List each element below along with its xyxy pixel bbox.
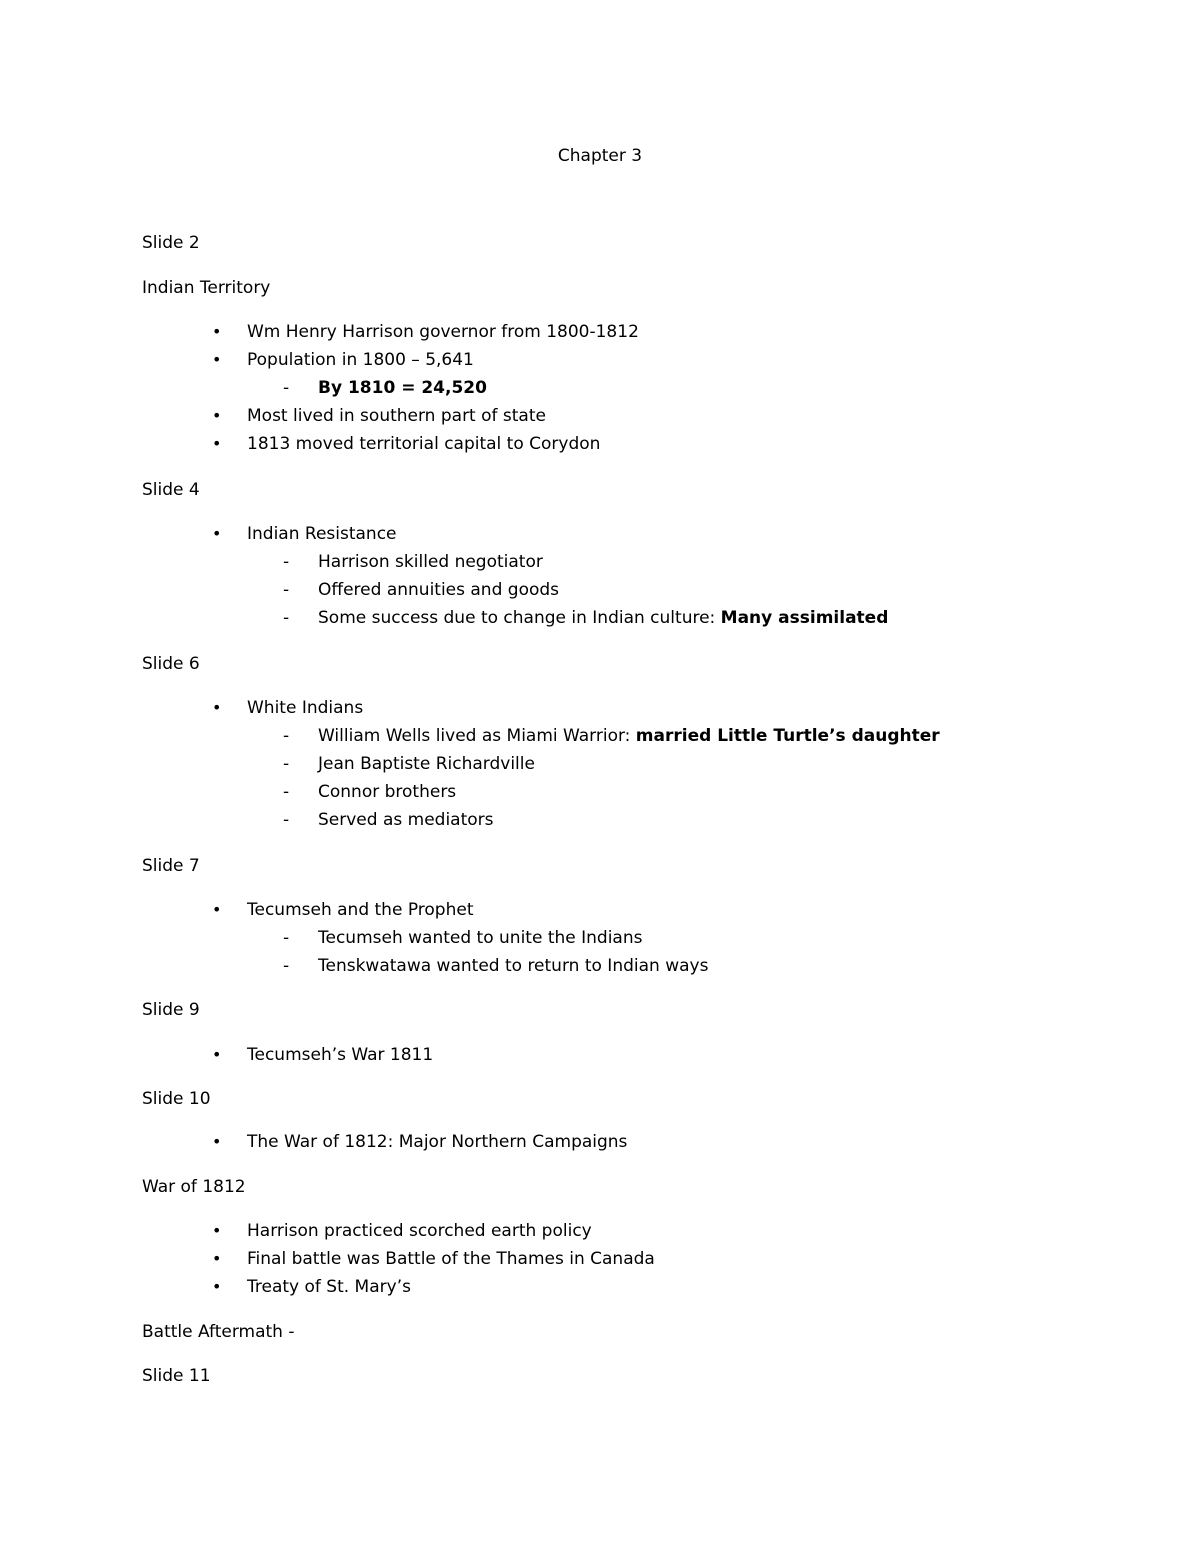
list-item-text: Tecumseh’s War 1811 <box>247 1045 434 1065</box>
list-item-text: White Indians <box>247 698 364 718</box>
sub-list-item-text: Tecumseh wanted to unite the Indians <box>318 928 643 948</box>
dash-icon: - <box>283 378 290 398</box>
section-heading: Slide 9 <box>142 1000 200 1020</box>
dash-icon: - <box>283 552 290 572</box>
bullet-icon: • <box>212 406 222 425</box>
section-heading: Slide 4 <box>142 480 200 500</box>
list-item-text: Indian Resistance <box>247 524 397 544</box>
bullet-icon: • <box>212 1132 222 1151</box>
sub-list-item-emphasis: married Little Turtle’s daughter <box>635 726 940 746</box>
bullet-icon: • <box>212 698 222 717</box>
sub-list-item-text: By 1810 = 24,520 <box>318 378 487 398</box>
sub-list-item-text: Jean Baptiste Richardville <box>318 754 535 774</box>
sub-list-item-text: Harrison skilled negotiator <box>318 552 543 572</box>
bullet-icon: • <box>212 434 222 453</box>
dash-icon: - <box>283 608 290 628</box>
list-item-text: Final battle was Battle of the Thames in Canada <box>247 1249 655 1269</box>
section-topic: Indian Territory <box>142 278 271 298</box>
bullet-icon: • <box>212 1249 222 1268</box>
list-item-text: Most lived in southern part of state <box>247 406 546 426</box>
dash-icon: - <box>283 782 290 802</box>
section-heading: Slide 10 <box>142 1089 211 1109</box>
bullet-icon: • <box>212 900 222 919</box>
list-item-text: Population in 1800 – 5,641 <box>247 350 474 370</box>
section-heading: War of 1812 <box>142 1177 246 1197</box>
sub-list-item-text: Connor brothers <box>318 782 457 802</box>
list-item-text: Treaty of St. Mary’s <box>247 1277 411 1297</box>
list-item-text: Tecumseh and the Prophet <box>247 900 474 920</box>
sub-list-item-text: William Wells lived as Miami Warrior: <box>318 726 636 746</box>
dash-icon: - <box>283 810 290 830</box>
dash-icon: - <box>283 726 290 746</box>
dash-icon: - <box>283 956 290 976</box>
list-item-text: Harrison practiced scorched earth policy <box>247 1221 592 1241</box>
bullet-icon: • <box>212 1045 222 1064</box>
sub-list-item-emphasis: Many assimilated <box>720 608 889 628</box>
sub-list-item-text: Tenskwatawa wanted to return to Indian ways <box>318 956 709 976</box>
bullet-icon: • <box>212 1277 222 1296</box>
dash-icon: - <box>283 580 290 600</box>
sub-list-item-text: Some success due to change in Indian culture: <box>318 608 721 628</box>
bullet-icon: • <box>212 1221 222 1240</box>
list-item-text: The War of 1812: Major Northern Campaigns <box>247 1132 628 1152</box>
section-heading: Slide 11 <box>142 1366 211 1386</box>
sub-list-item-text: Offered annuities and goods <box>318 580 560 600</box>
dash-icon: - <box>283 928 290 948</box>
bullet-icon: • <box>212 350 222 369</box>
sub-list-item-text: Served as mediators <box>318 810 494 830</box>
dash-icon: - <box>283 754 290 774</box>
section-heading: Slide 2 <box>142 233 200 253</box>
section-heading: Slide 6 <box>142 654 200 674</box>
page-title: Chapter 3 <box>557 146 643 166</box>
list-item-text: 1813 moved territorial capital to Corydon <box>247 434 601 454</box>
list-item-text: Wm Henry Harrison governor from 1800-1812 <box>247 322 639 342</box>
section-heading: Battle Aftermath - <box>142 1322 295 1342</box>
bullet-icon: • <box>212 322 222 341</box>
section-heading: Slide 7 <box>142 856 200 876</box>
bullet-icon: • <box>212 524 222 543</box>
